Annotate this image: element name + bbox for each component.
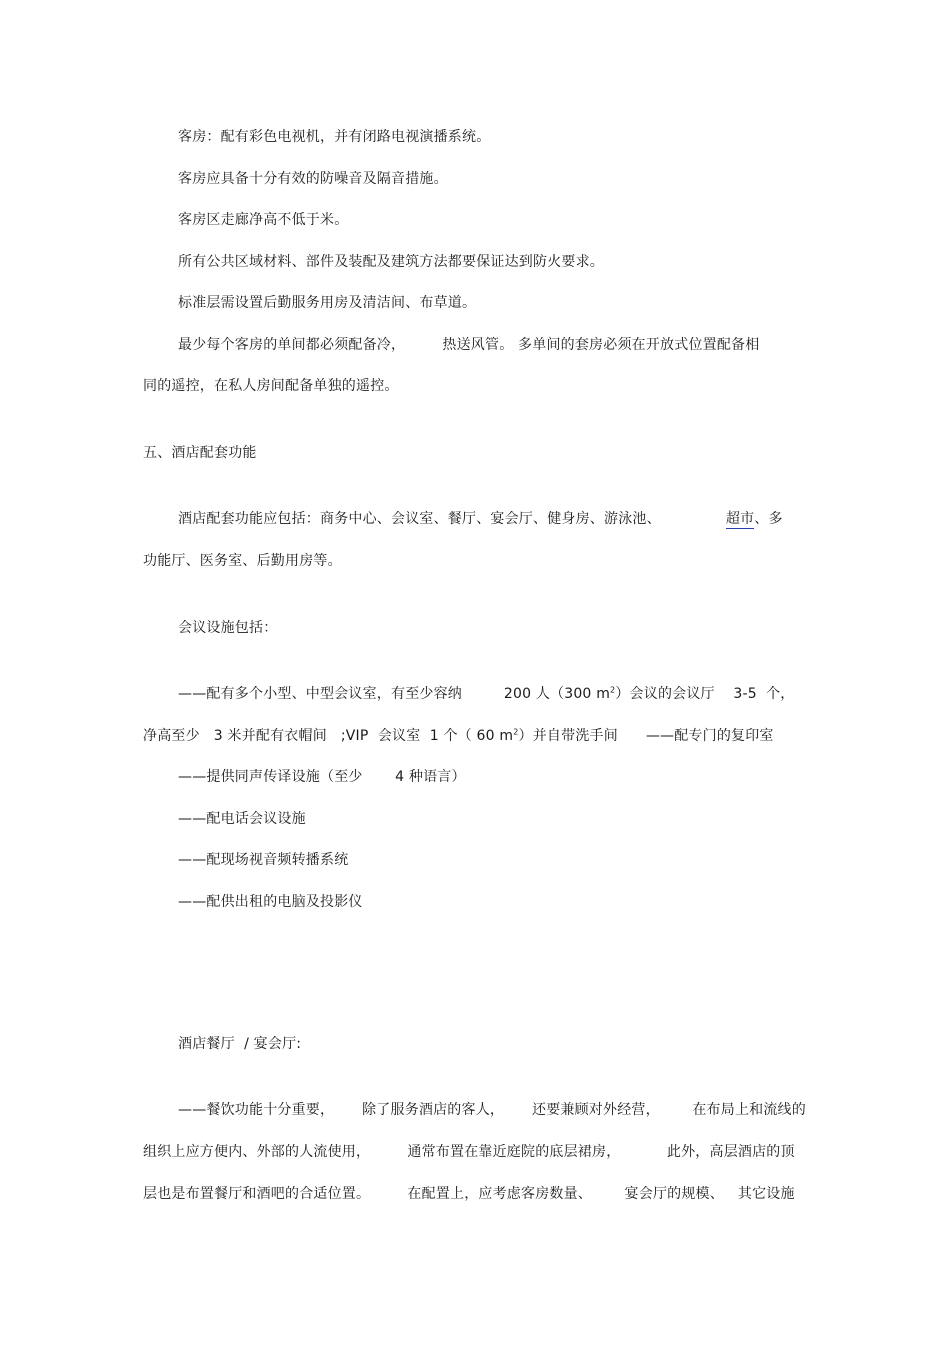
meeting-rooms-text-b: ）会议的会议厅 3-5 个， — [615, 686, 795, 702]
section-heading-5: 五、酒店配套功能 — [143, 445, 257, 461]
av-broadcast-line: ——配现场视音频转播系统 — [178, 852, 349, 868]
air-conditioning-line-2: 同的遥控，在私人房间配备单独的遥控。 — [143, 378, 399, 394]
vip-room-text-b: ）并自带洗手间 ——配专门的复印室 — [518, 728, 774, 744]
meeting-rooms-line-1 — [178, 684, 795, 704]
vip-room-text-a: 净高至少 3 米并配有衣帽间 ;VIP 会议室 1 个（ 60 m — [143, 728, 514, 744]
meeting-rooms-line-2 — [143, 726, 774, 746]
air-conditioning-line-1: 最少每个客房的单间都必须配备冷， 热送风管。 多单间的套房必须在开放式位置配备相 — [178, 337, 760, 353]
meeting-rooms-text-a: ——配有多个小型、中型会议室，有至少容纳 200 人（300 m — [178, 686, 611, 702]
dining-line-1: ——餐饮功能十分重要， 除了服务酒店的客人， 还要兼顾对外经营， 在布局上和流线的 — [178, 1102, 806, 1118]
corridor-height-line: 客房区走廊净高不低于米。 — [178, 212, 349, 228]
square-meter-sup: 2 — [513, 727, 519, 737]
facilities-intro-text: 酒店配套功能应包括：商务中心、会议室、餐厅、宴会厅、健身房、游泳池、 — [178, 511, 726, 527]
facilities-intro-line-2: 功能厅、医务室、后勤用房等。 — [143, 553, 342, 569]
dining-line-3: 层也是布置餐厅和酒吧的合适位置。 在配置上，应考虑客房数量、 宴会厅的规模、 其它设施 — [143, 1186, 795, 1202]
dining-heading: 酒店餐厅 / 宴会厅: — [178, 1036, 302, 1052]
phone-conference-line: ——配电话会议设施 — [178, 811, 306, 827]
facilities-intro-tail: 、多 — [754, 511, 783, 527]
guest-room-soundproof-line: 客房应具备十分有效的防噪音及隔音措施。 — [178, 171, 448, 187]
square-meter-sup: 2 — [610, 685, 616, 695]
meeting-heading: 会议设施包括： — [178, 620, 278, 636]
facilities-intro-line-1 — [178, 509, 783, 529]
interpretation-line: ——提供同声传译设施（至少 4 种语言） — [178, 769, 466, 785]
supermarket-link[interactable]: 超市 — [725, 511, 755, 527]
service-room-line: 标准层需设置后勤服务用房及清洁间、布草道。 — [178, 295, 477, 311]
dining-line-2: 组织上应方便内、外部的人流使用， 通常布置在靠近庭院的底层裙房， 此外，高层酒店的顶 — [143, 1144, 795, 1160]
fire-protection-line: 所有公共区域材料、部件及装配及建筑方法都要保证达到防火要求。 — [178, 254, 604, 270]
rental-equipment-line: ——配供出租的电脑及投影仪 — [178, 894, 363, 910]
guest-room-tv-line: 客房：配有彩色电视机，并有闭路电视演播系统。 — [178, 129, 491, 145]
